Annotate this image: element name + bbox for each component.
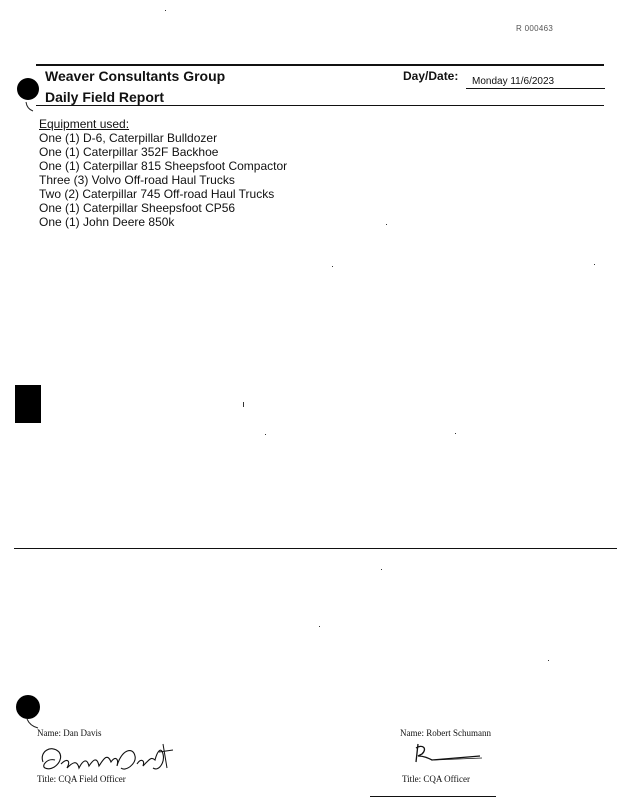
- day-date-value: Monday 11/6/2023: [472, 76, 555, 87]
- equipment-item: Three (3) Volvo Off-road Haul Trucks: [39, 173, 235, 187]
- report-title: Daily Field Report: [45, 89, 165, 105]
- punch-hole-top: [17, 78, 39, 100]
- left-signer-title: Title: CQA Field Officer: [37, 774, 126, 784]
- right-signer-name: Name: Robert Schumann: [400, 728, 491, 738]
- day-date-label: Day/Date:: [403, 69, 459, 83]
- left-signer-name: Name: Dan Davis: [37, 728, 102, 738]
- equipment-list: [39, 131, 287, 229]
- equipment-item: Two (2) Caterpillar 745 Off-road Haul Trucks: [39, 187, 275, 201]
- header-top-rule: [36, 64, 604, 66]
- section-divider: [14, 548, 617, 549]
- scan-speck: [594, 264, 595, 265]
- page-id: R 000463: [516, 24, 554, 33]
- punch-hole-bottom: [16, 695, 40, 719]
- scan-speck: [243, 402, 244, 407]
- scan-speck: [319, 626, 320, 627]
- scan-speck: [165, 10, 166, 11]
- hole-mark-top: [24, 100, 38, 114]
- equipment-item: One (1) Caterpillar 815 Sheepsfoot Compactor: [39, 159, 288, 173]
- equipment-item: One (1) John Deere 850k: [39, 215, 175, 229]
- scan-speck: [265, 434, 266, 435]
- scan-speck: [386, 224, 387, 225]
- equipment-item: One (1) D-6, Caterpillar Bulldozer: [39, 131, 218, 145]
- equipment-item: One (1) Caterpillar 352F Backhoe: [39, 145, 219, 159]
- scan-speck: [332, 266, 333, 267]
- bottom-line: [370, 796, 496, 797]
- day-date-underline: [466, 88, 605, 89]
- scan-speck: [548, 660, 549, 661]
- black-redaction-block: [15, 385, 41, 423]
- right-signer-title: Title: CQA Officer: [402, 774, 471, 784]
- right-signature: [410, 742, 500, 766]
- scan-speck: [381, 569, 382, 570]
- header-bottom-rule: [36, 105, 604, 106]
- scan-speck: [455, 433, 456, 434]
- equipment-heading: Equipment used:: [39, 117, 130, 131]
- company-name: Weaver Consultants Group: [45, 68, 226, 84]
- equipment-item: One (1) Caterpillar Sheepsfoot CP56: [39, 201, 236, 215]
